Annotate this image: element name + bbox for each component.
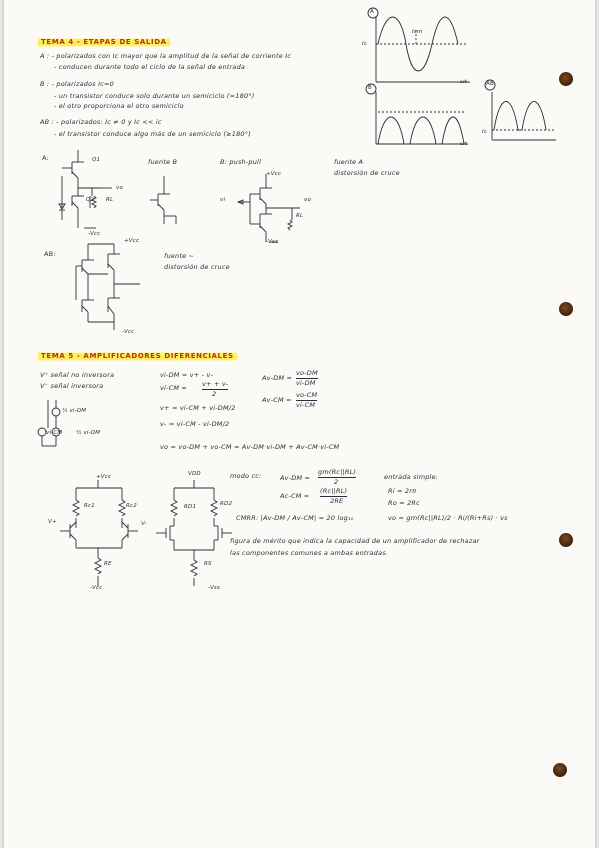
vi-cm-lhs: vi-CM = [160,384,188,392]
circuit-ab-label: AB: [44,250,56,258]
vicm-label: vi-CM [46,430,63,436]
diff-bjt-rc2: Rc2 [126,503,137,509]
circuit-a-vo: vo [116,185,124,191]
av-cm-lhs: Av-CM = [262,396,292,404]
push-pull-rl: RL [296,213,304,219]
av-cm-num: vo-CM [296,391,318,399]
ac-dm-num: gm(Rc||RL) [318,468,357,476]
entrada-simple-label: entrada simple: [384,473,439,481]
waveform-class-b [364,82,474,152]
vi-dm-eq: vi-DM = v+ - v- [160,371,214,379]
v-plus-desc: V⁺ señal no inversora [40,371,115,379]
diff-source-sketch [36,396,106,456]
graph-b-label: B [368,85,372,91]
cmrr-eq: CMRR: |Av-DM / Av-CM| = 20 log₁₀ [236,514,354,522]
diff-mos-negvss: -Vss [208,585,221,591]
circuit-a-label: A: [42,154,49,162]
fuente-b-label: fuente B [148,158,178,166]
circuit-class-a [56,148,146,233]
class-a-line1: A : - polarizados con Ic mayor que la amplitud de la señal de corriente Ic [40,52,292,60]
circuit-a-rl: RL [106,197,114,203]
diff-mos-vminus: V- [141,521,147,527]
ro-eq: Ro = 2Rc [388,499,420,507]
diff-bjt-vcc: +Vcc [96,474,112,480]
vo-simple-eq: vo = gm(Rc||RL)/2 · Ri/(Ri+Rs) · vs [388,514,508,522]
circuit-ab-vcc: +Vcc [124,238,140,244]
graph-a-icm: Icm [412,29,423,35]
binder-hole [559,533,573,547]
av-dm-num: vo-DM [296,369,318,377]
push-pull-vo: vo [304,197,312,203]
waveform-class-a [366,6,476,86]
half-dm-top: ½ vi-DM [62,408,87,414]
waveform-class-ab [482,78,562,148]
diff-mos-rd2: RD2 [220,501,233,507]
graph-ab-ic: Ic [482,129,488,135]
circuit-diff-bjt [46,476,141,596]
half-dm-bottom: ½ vi-DM [76,430,101,436]
graph-b-wt: ωt [460,141,468,147]
binder-hole [559,302,573,316]
notebook-page [4,0,595,848]
tema5-title: TEMA 5 - AMPLIFICADORES DIFERENCIALES [38,351,237,361]
circuit-class-ab [68,238,148,338]
vi-cm-num: v+ + v- [202,380,229,388]
diff-mos-rd1: RD1 [184,504,197,510]
av-dm-den: vi-DM [296,379,316,387]
class-b-line2: - un transistor conduce solo durante un semiciclo (=180°) [54,92,255,100]
ac-dm-den: 2 [334,478,339,486]
circuit-a-q1: Q1 [92,157,101,163]
vminus-eq: v- = vi-CM - vi-DM/2 [160,420,230,428]
push-pull-label: B: push-pull [220,158,262,166]
ac-cm-den: 2RE [330,497,344,505]
v-minus-desc: V⁻ señal inversora [40,382,104,390]
push-pull-vi: vi [220,197,226,203]
class-ab-line2: - el transistor conduce algo más de un semiciclo (≥180°) [54,130,251,138]
figura-merito-line2: las componentes comunes a ambas entradas. [230,549,389,557]
ac-cm-lhs: Ac-CM = [280,492,310,500]
av-cm-den: vi-CM [296,401,316,409]
circuit-push-pull [230,170,330,250]
diff-bjt-rc1: Rc1 [84,503,95,509]
push-pull-negvcc: -Vcc [266,239,279,245]
fuente-ab-line2: distorsión de cruce [164,263,230,271]
graph-ab-label: AB [486,81,494,87]
diff-mos-vdd: VDD [188,471,201,477]
binder-hole [553,763,567,777]
diff-mos-rs: RS [204,561,212,567]
distorsion-cruce-label: distorsión de cruce [334,169,400,177]
tema4-title: TEMA 4 - ETAPAS DE SALIDA [38,37,170,47]
ac-cm-num: (Rc||RL) [320,487,348,495]
circuit-fuente-b [150,172,200,232]
ri-eq: Ri = 2rπ [388,487,417,495]
circuit-diff-mos [154,476,234,596]
class-ab-line1: AB : - polarizados: Ic ≠ 0 y Ic << ic [40,118,162,126]
fuente-ab-line1: fuente ~ [164,252,195,260]
diff-bjt-vplus: V+ [48,519,57,525]
figura-merito-line1: figura de mérito que indica la capacidad de un amplificador de rechazar [230,537,480,545]
graph-a-wt: ωt [460,79,468,85]
circuit-a-q2: Q2 [86,197,95,203]
class-b-line3: - el otro proporciona el otro semiciclo [54,102,184,110]
circuit-a-negvcc: -Vcc [88,231,101,237]
class-b-line1: B : - polarizados Ic=0 [40,80,114,88]
push-pull-vcc: +Vcc [266,171,282,177]
vo-eq: vo = vo-DM + vo-CM = Av-DM·vi-DM + Av-CM·vi-CM [160,443,340,451]
circuit-ab-negvcc: -Vcc [122,329,135,335]
graph-a-ic: Ic [362,41,368,47]
diff-bjt-re: RE [104,561,112,567]
modo-cc-label: modo cc: [230,472,262,480]
vi-cm-den: 2 [212,390,217,398]
diff-bjt-negvcc: -Vcc [90,585,103,591]
vplus-eq: v+ = vi-CM + vi-DM/2 [160,404,236,412]
graph-a-label: A [370,9,374,15]
fuente-a-label: fuente A [334,158,364,166]
av-dm-lhs: Av-DM = [262,374,293,382]
class-a-line2: - conducen durante todo el ciclo de la señal de entrada [54,63,246,71]
ac-dm-lhs: Av-DM = [280,474,311,482]
